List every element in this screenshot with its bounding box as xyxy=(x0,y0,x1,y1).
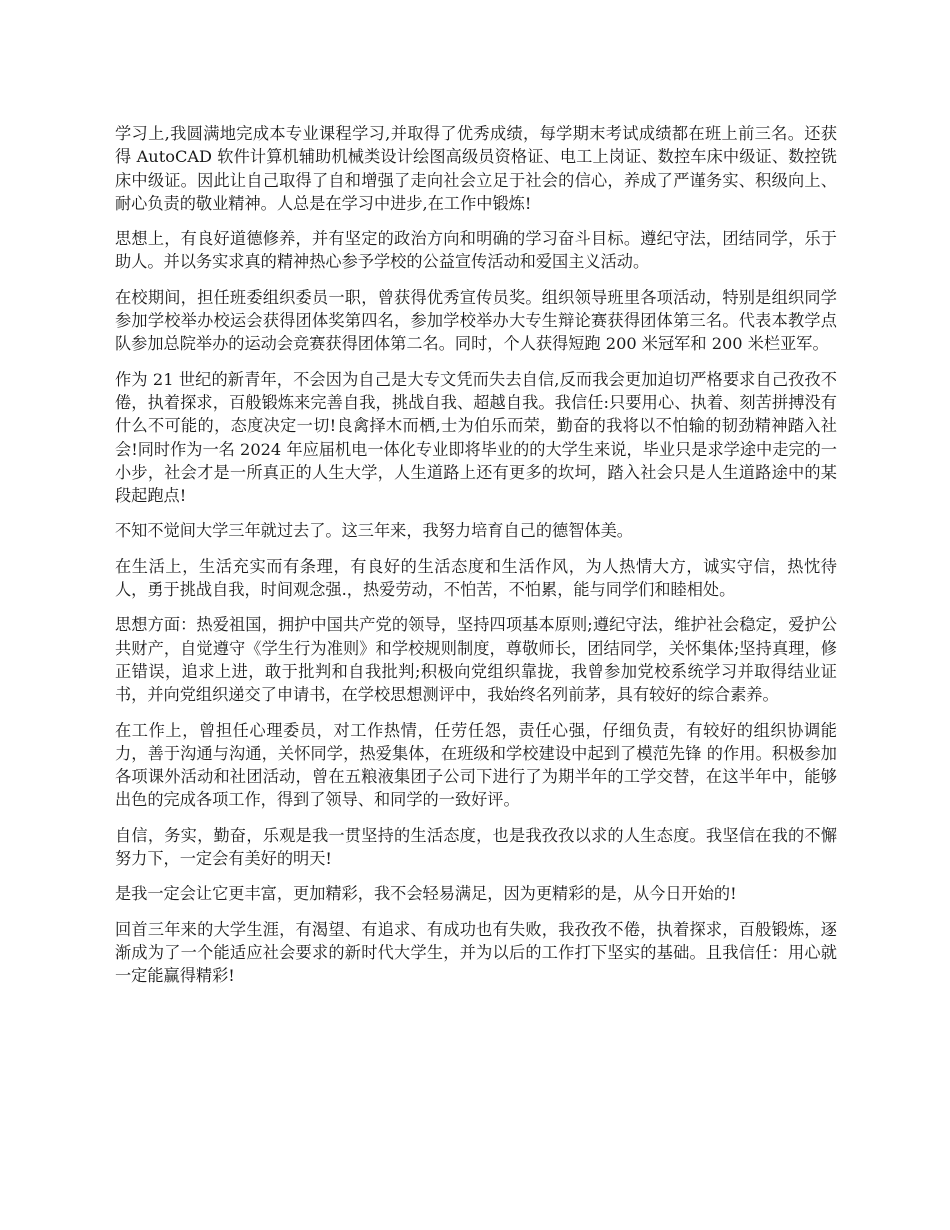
paragraph-future: 是我一定会让它更丰富，更加精彩，我不会轻易满足，因为更精彩的是，从今日开始的! xyxy=(115,884,737,904)
paragraph-youth: 作为 21 世纪的新青年，不会因为自己是大专文凭而失去自信,反而我会更加迫切严格要求自己孜孜不倦，执着探求，百般锻炼来完善自我，挑战自我、超越自我。我信任:只要用心、执着、刻苦拼搏没有什么不可能的，态度决定一切!良禽择木而栖,士为伯乐而荣，勤奋的我将以不怕输的韧劲精神踏入社会!同时作为一名 2024 年应届机电一体化专业即将毕业的的大学生来说，毕业只是求学途中走完的一小步，社会才是一所真正的人生大学，人生道路上还有更多的坎坷，踏入社会只是人生道路途中的某段起跑点! xyxy=(115,369,837,506)
paragraph-thought: 思想方面：热爱祖国，拥护中国共产党的领导，坚持四项基本原则;遵纪守法，维护社会稳定，爱护公共财产，自觉遵守《学生行为准则》和学校规则制度，尊敬师长，团结同学，关怀集体;坚持真理，修正错误，追求上进，敢于批判和自我批判;积极向党组织靠拢，我曾参加党校系统学习并取得结业证书，并向党组织递交了申请书，在学校思想测评中，我始终名列前茅，具有较好的综合素养。 xyxy=(115,615,837,705)
paragraph-attitude: 自信，务实，勤奋，乐观是我一贯坚持的生活态度，也是我孜孜以求的人生态度。我坚信在我的不懈努力下，一定会有美好的明天! xyxy=(115,825,837,869)
paragraph-review: 回首三年来的大学生涯，有渴望、有追求、有成功也有失败，我孜孜不倦，执着探求，百般锻炼，逐渐成为了一个能适应社会要求的新时代大学生，并为以后的工作打下坚实的基础。且我信任：用心就一定能赢得精彩! xyxy=(115,919,837,986)
paragraph-three-years: 不知不觉间大学三年就过去了。这三年来，我努力培育自己的德智体美。 xyxy=(115,521,633,541)
paragraph-study: 学习上,我圆满地完成本专业课程学习,并取得了优秀成绩，每学期末考试成绩都在班上前三名。还获得 AutoCAD 软件计算机辅助机械类设计绘图高级员资格证、电工上岗证、数控车床中级证、数控铣床中级证。因此让自己取得了自和增强了走向社会立足于社会的信心，养成了严谨务实、积级向上、耐心负责的敬业精神。人总是在学习中进步,在工作中锻炼! xyxy=(115,124,837,213)
paragraph-campus: 在校期间，担任班委组织委员一职，曾获得优秀宣传员奖。组织领导班里各项活动，特别是组织同学参加学校举办校运会获得团体奖第四名，参加学校举办大专生辩论赛获得团体第三名。代表本教学点队参加总院举办的运动会竞赛获得团体第二名。同时，个人获得短跑 200 米冠军和 200 米栏亚军。 xyxy=(115,287,837,354)
paragraph-ideology: 思想上，有良好道德修养，并有坚定的政治方向和明确的学习奋斗目标。遵纪守法，团结同学，乐于助人。并以务实求真的精神热心参予学校的公益宣传活动和爱国主义活动。 xyxy=(115,229,837,272)
paragraph-life: 在生活上，生活充实而有条理，有良好的生活态度和生活作风，为人热情大方，诚实守信，热忱待人，勇于挑战自我，时间观念强.，热爱劳动，不怕苦，不怕累，能与同学们和睦相处。 xyxy=(115,556,837,600)
document-body xyxy=(115,122,837,1000)
paragraph-work: 在工作上，曾担任心理委员，对工作热情，任劳任怨，责任心强，仔细负责，有较好的组织协调能力，善于沟通与沟通，关怀同学，热爱集体，在班级和学校建设中起到了模范先锋 的作用。积极参加各项课外活动和社团活动，曾在五粮液集团子公司下进行了为期半年的工学交替，在这半年中，能够出色的完成各项工作，得到了领导、和同学的一致好评。 xyxy=(115,720,837,810)
